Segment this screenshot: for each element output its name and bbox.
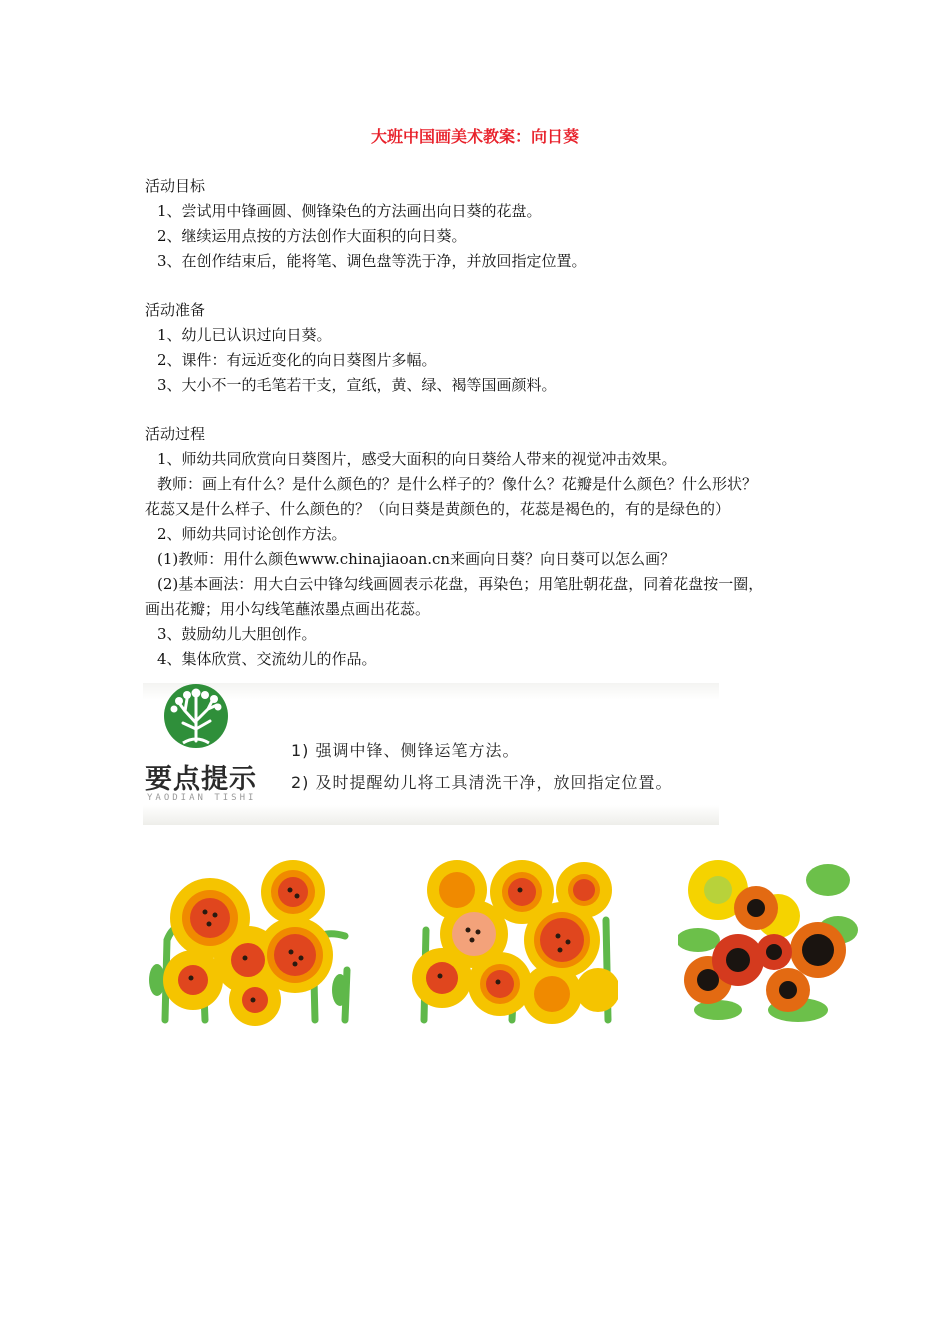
tips-panel [143, 683, 719, 825]
goal-item: 2、继续运用点按的方法创作大面积的向日葵。 [157, 227, 467, 245]
prep-item: 2、课件：有远近变化的向日葵图片多幅。 [157, 351, 437, 369]
prep-section [145, 298, 825, 398]
goal-item: 1、尝试用中锋画圆、侧锋染色的方法画出向日葵的花盘。 [157, 202, 542, 220]
prep-heading: 活动准备 [145, 301, 206, 319]
process-substep-cont: 画出花瓣；用小勾线笔蘸浓墨点画出花蕊。 [145, 600, 431, 618]
page-title: 大班中国画美术教案：向日葵 [370, 127, 579, 146]
prep-item: 3、大小不一的毛笔若干支，宣纸，黄、绿、褐等国画颜料。 [157, 376, 557, 394]
process-step: 1、师幼共同欣赏向日葵图片，感受大面积的向日葵给人带来的视觉冲击效果。 [157, 450, 677, 468]
process-question: 教师：画上有什么？是什么颜色的？是什么样子的？像什么？花瓣是什么颜色？什么形状？ [157, 475, 758, 493]
tip-line-2: 2) 及时提醒幼儿将工具清洗干净，放回指定位置。 [291, 773, 673, 792]
sunflower-painting-1 [145, 860, 355, 1026]
tree-icon [163, 683, 229, 749]
process-section [145, 422, 825, 672]
process-step: 4、集体欣赏、交流幼儿的作品。 [157, 650, 377, 668]
sunflower-painting-3 [678, 860, 858, 1026]
goals-heading: 活动目标 [145, 177, 206, 195]
goal-item: 3、在创作结束后，能将笔、调色盘等洗于净，并放回指定位置。 [157, 252, 587, 270]
prep-item: 1、幼儿已认识过向日葵。 [157, 326, 332, 344]
process-step: 2、师幼共同讨论创作方法。 [157, 525, 347, 543]
process-substep: (2)基本画法：用大白云中锋勾线画圆表示花盘，再染色；用笔肚朝花盘，同着花盘按一圈， [157, 575, 764, 593]
sunflower-painting-2 [412, 860, 618, 1026]
tip-line-1: 1) 强调中锋、侧锋运笔方法。 [291, 741, 520, 760]
tips-title: 要点提示 [145, 764, 257, 795]
goals-section [145, 174, 825, 274]
process-heading: 活动过程 [145, 425, 206, 443]
process-question-cont: 花蕊又是什么样子、什么颜色的？（向日葵是黄颜色的，花蕊是褐色的，有的是绿色的） [145, 500, 731, 518]
process-step: 3、鼓励幼儿大胆创作。 [157, 625, 317, 643]
tips-subtitle: YAODIAN TISHI [147, 793, 257, 803]
process-substep: (1)教师：用什么颜色www.chinajiaoan.cn来画向日葵？向日葵可以怎么画？ [157, 550, 676, 568]
